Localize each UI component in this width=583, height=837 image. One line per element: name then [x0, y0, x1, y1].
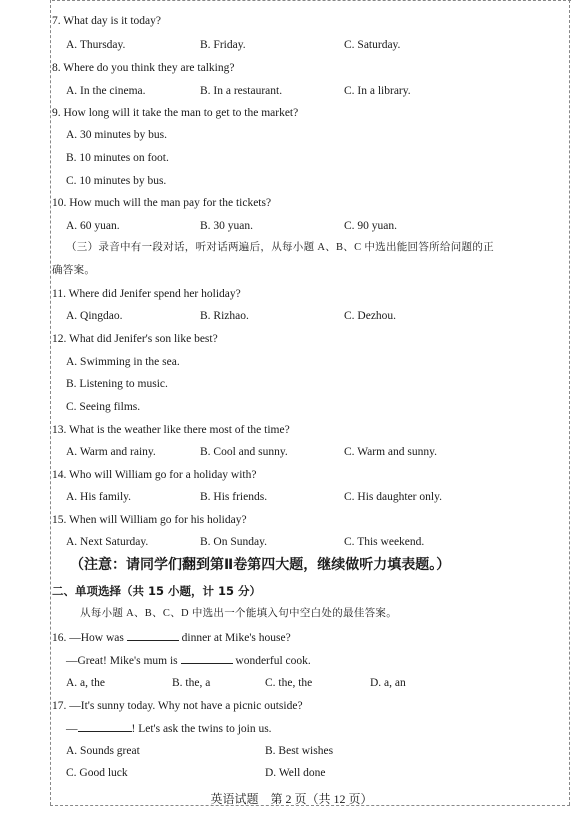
q16-option-a: A. a, the	[66, 677, 105, 689]
section-3-instruction-cont: 确答案。	[52, 265, 96, 276]
q12-option-a: A. Swimming in the sea.	[66, 356, 180, 368]
q8-option-c: C. In a library.	[344, 85, 411, 97]
q16-l1-end: dinner at Mike's house?	[181, 632, 291, 644]
q13-option-a: A. Warm and rainy.	[66, 446, 156, 458]
q17-blank	[78, 721, 132, 732]
question-11: 11. Where did Jenifer spend her holiday?	[52, 288, 241, 300]
q9-option-b: B. 10 minutes on foot.	[66, 152, 169, 164]
question-17-line-2	[66, 721, 272, 736]
q17-option-d: D. Well done	[265, 767, 326, 779]
question-12: 12. What did Jenifer's son like best?	[52, 333, 218, 345]
question-15: 15. When will William go for his holiday?	[52, 514, 247, 526]
q16-blank-1	[127, 630, 179, 641]
question-8: 8. Where do you think they are talking?	[52, 62, 235, 74]
page-footer: 英语试题 第 2 页（共 12 页）	[210, 792, 373, 806]
q16-option-d: D. a, an	[370, 677, 406, 689]
q14-option-b: B. His friends.	[200, 491, 268, 503]
q10-option-b: B. 30 yuan.	[200, 220, 254, 232]
q14-option-a: A. His family.	[66, 491, 132, 503]
part-2-heading: 二、单项选择（共 15 小题，计 15 分）	[52, 584, 262, 598]
q7-option-b: B. Friday.	[200, 39, 246, 51]
question-10: 10. How much will the man pay for the tickets?	[52, 197, 272, 209]
q14-option-c: C. His daughter only.	[344, 491, 442, 503]
q16-l2-end: wonderful cook.	[235, 655, 311, 667]
q13-option-b: B. Cool and sunny.	[200, 446, 288, 458]
q11-option-a: A. Qingdao.	[66, 310, 123, 322]
question-16-line-1	[52, 630, 291, 645]
section-3-instruction: （三）录音中有一段对话，听对话两遍后，从每小题 A、B、C 中选出能回答所给问题的正	[66, 242, 494, 253]
q10-option-c: C. 90 yuan.	[344, 220, 398, 232]
q17-l2-start: —	[66, 723, 78, 735]
q7-option-a: A. Thursday.	[66, 39, 126, 51]
right-dashed-border	[569, 0, 570, 805]
q11-option-c: C. Dezhou.	[344, 310, 397, 322]
question-16-line-2	[66, 653, 311, 668]
q13-option-c: C. Warm and sunny.	[344, 446, 437, 458]
left-dashed-border	[50, 0, 51, 805]
listening-note: （注意：请同学们翻到第Ⅱ卷第四大题，继续做听力填表题。）	[70, 557, 451, 573]
question-13: 13. What is the weather like there most of the time?	[52, 424, 290, 436]
q17-l2-end: ! Let's ask the twins to join us.	[131, 723, 272, 735]
q12-option-b: B. Listening to music.	[66, 378, 168, 390]
q9-option-c: C. 10 minutes by bus.	[66, 175, 167, 187]
q7-option-c: C. Saturday.	[344, 39, 401, 51]
question-7: 7. What day is it today?	[52, 15, 162, 27]
q15-option-b: B. On Sunday.	[200, 536, 267, 548]
q8-option-a: A. In the cinema.	[66, 85, 146, 97]
question-9: 9. How long will it take the man to get to the market?	[52, 107, 299, 119]
q16-l1-start: 16. —How was	[52, 632, 124, 644]
q16-l2-start: —Great! Mike's mum is	[66, 655, 178, 667]
question-17-line-1: 17. —It's sunny today. Why not have a picnic outside?	[52, 700, 303, 712]
q9-option-a: A. 30 minutes by bus.	[66, 129, 167, 141]
q16-option-b: B. the, a	[172, 677, 211, 689]
q17-option-b: B. Best wishes	[265, 745, 334, 757]
q17-option-c: C. Good luck	[66, 767, 128, 779]
top-dashed-border	[52, 0, 571, 1]
q16-option-c: C. the, the	[265, 677, 313, 689]
question-14: 14. Who will William go for a holiday with?	[52, 469, 257, 481]
q10-option-a: A. 60 yuan.	[66, 220, 120, 232]
q17-option-a: A. Sounds great	[66, 745, 140, 757]
q15-option-c: C. This weekend.	[344, 536, 425, 548]
q8-option-b: B. In a restaurant.	[200, 85, 283, 97]
q16-blank-2	[181, 653, 233, 664]
q11-option-b: B. Rizhao.	[200, 310, 249, 322]
q12-option-c: C. Seeing films.	[66, 401, 141, 413]
q15-option-a: A. Next Saturday.	[66, 536, 149, 548]
part-2-instruction: 从每小题 A、B、C、D 中选出一个能填入句中空白处的最佳答案。	[80, 608, 398, 619]
